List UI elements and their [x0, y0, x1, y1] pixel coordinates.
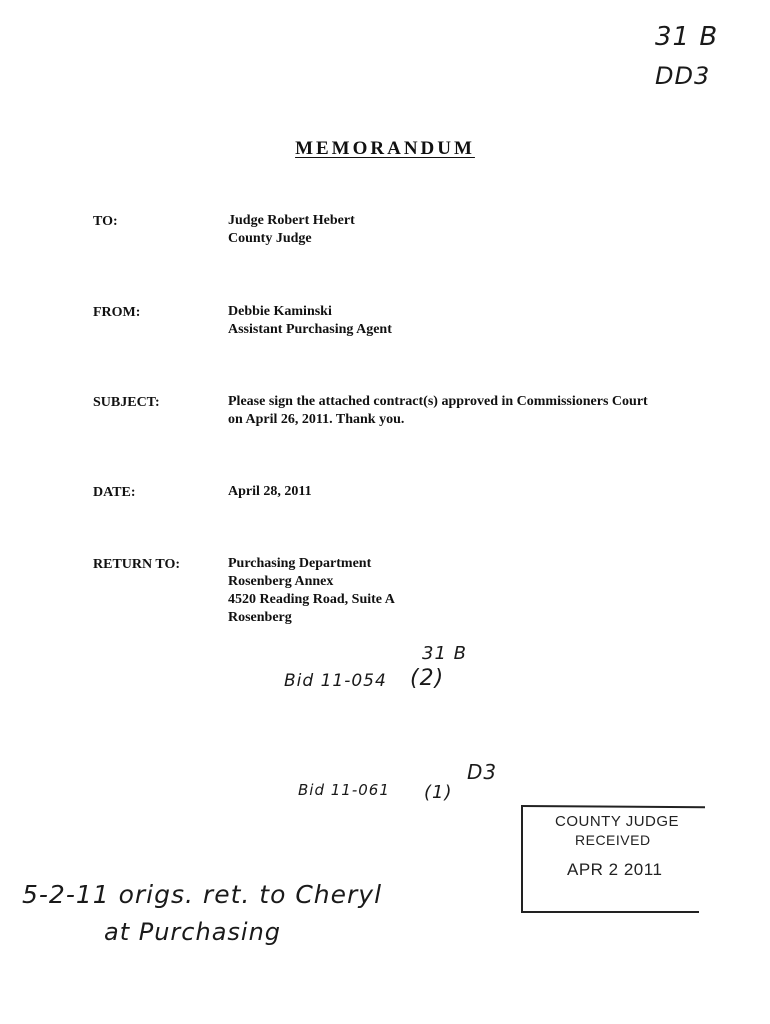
- to-label: TO:: [93, 214, 118, 229]
- handwritten-note-line-1: 5-2-11 origs. ret. to Cheryl: [22, 880, 383, 909]
- handwritten-bid-1-count: (2): [410, 666, 445, 691]
- handwritten-bid-1: Bid 11-054: [284, 671, 387, 691]
- handwritten-note-line-2: at Purchasing: [104, 918, 282, 946]
- handwritten-code-mid-2: D3: [467, 760, 498, 784]
- subject-value: [228, 393, 648, 429]
- stamp-border-bottom: [521, 911, 699, 913]
- handwritten-code-top: 31 B: [655, 22, 719, 52]
- return-line-3: 4520 Reading Road, Suite A: [228, 592, 395, 607]
- from-value: [228, 303, 392, 339]
- memo-title: MEMORANDUM: [295, 138, 475, 159]
- stamp-line-1: COUNTY JUDGE: [555, 813, 680, 830]
- to-value: [228, 212, 355, 248]
- subject-line-1: Please sign the attached contract(s) approved in Commissioners Court: [228, 394, 648, 409]
- return-label: RETURN TO:: [93, 557, 181, 572]
- return-line-2: Rosenberg Annex: [228, 574, 334, 589]
- subject-label: SUBJECT:: [93, 395, 160, 410]
- handwritten-bid-2-count: (1): [424, 782, 453, 803]
- handwritten-bid-2: Bid 11-061: [298, 781, 390, 799]
- from-label: FROM:: [93, 305, 141, 320]
- date-value: April 28, 2011: [228, 484, 312, 499]
- stamp-line-2: RECEIVED: [575, 832, 651, 848]
- to-title: County Judge: [228, 231, 312, 246]
- from-title: Assistant Purchasing Agent: [228, 322, 392, 337]
- return-line-4: Rosenberg: [228, 610, 292, 625]
- from-name: Debbie Kaminski: [228, 304, 332, 319]
- stamp-border-top: [521, 805, 705, 808]
- stamp-line-3: APR 2 2011: [567, 860, 663, 879]
- received-stamp: [521, 803, 699, 913]
- date-label: DATE:: [93, 485, 136, 500]
- return-value: [228, 555, 395, 627]
- return-line-1: Purchasing Department: [228, 556, 372, 571]
- subject-line-2: on April 26, 2011. Thank you.: [228, 412, 405, 427]
- handwritten-code-top-2: DD3: [655, 62, 711, 90]
- handwritten-code-mid: 31 B: [422, 643, 467, 664]
- stamp-border-left: [521, 805, 523, 911]
- to-name: Judge Robert Hebert: [228, 213, 355, 228]
